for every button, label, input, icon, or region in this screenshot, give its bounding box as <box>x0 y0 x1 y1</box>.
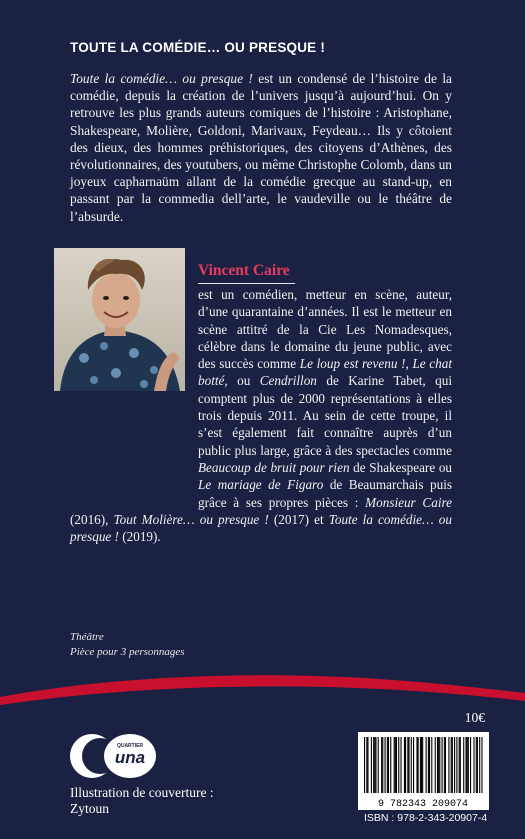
author-name: Vincent Caire <box>198 262 290 279</box>
barcode-bar <box>468 737 469 793</box>
barcode-bar <box>428 737 429 793</box>
barcode-bar <box>398 737 399 793</box>
book-summary <box>70 70 452 225</box>
barcode-bar <box>452 737 453 793</box>
barcode-bar <box>465 737 466 793</box>
barcode-bar <box>411 737 412 793</box>
bio-text: (2016), <box>70 511 114 527</box>
bio-work-title: Cendrillon <box>259 373 317 389</box>
bio-work-title: Toute la comédie… ou presque ! <box>70 511 452 545</box>
barcode-bar <box>456 737 457 793</box>
barcode-bar <box>413 737 414 793</box>
barcode-bar <box>421 737 422 793</box>
barcode-bar <box>448 737 449 793</box>
barcode-bar <box>470 737 471 793</box>
barcode-bar <box>460 737 461 793</box>
logo-small-text: QUARTIER <box>116 743 144 749</box>
barcode-bar <box>438 737 439 793</box>
barcode-bar <box>381 737 382 793</box>
barcode-bar <box>396 737 397 793</box>
barcode-bar <box>429 737 430 793</box>
barcode-bar <box>375 737 376 793</box>
barcode-bar <box>395 737 396 793</box>
bio-text: de Beaumarchais puis grâce à ses propres pièces : <box>198 477 452 510</box>
barcode-bar <box>459 737 460 793</box>
barcode-bar <box>405 737 406 793</box>
barcode-bar <box>463 737 464 793</box>
barcode-bar <box>473 737 474 793</box>
barcode-bar <box>408 737 409 793</box>
bio-text: de Shakespeare ou <box>349 459 453 475</box>
bio-text: (2019). <box>118 529 161 545</box>
isbn: ISBN : 978-2-343-20907-4 <box>364 812 488 824</box>
bio-text: , ou <box>224 373 260 389</box>
red-wave-divider <box>0 655 525 725</box>
photo-wrap-spacer <box>70 286 198 506</box>
cast-size-label: Pièce pour 3 personnages <box>70 645 185 658</box>
barcode-bar <box>416 737 417 793</box>
bio-work-title: Beaucoup de bruit pour rien <box>198 459 350 475</box>
barcode-bar <box>426 737 427 793</box>
barcode-bar <box>476 737 477 793</box>
barcode-bar <box>371 737 372 793</box>
barcode-bar <box>390 737 391 793</box>
author-name-underline <box>198 283 295 284</box>
bio-work-title: Le mariage de Figaro <box>198 477 324 493</box>
barcode-bar <box>467 737 468 793</box>
barcode-bar <box>481 737 482 793</box>
bio-work-title: Le loup est revenu ! <box>299 356 406 372</box>
bio-text: de Karine Tabet, qui comptent plus de 2000 représentations à elles trois depuis 2011. Au sein de cette troupe, il s’est également fait connaître auprès d’un public plus large, grâce à des spectacles comme <box>198 373 453 458</box>
barcode-bar <box>444 737 445 793</box>
barcode-bar <box>366 737 367 793</box>
credit-artist: Zytoun <box>70 800 109 816</box>
barcode-bar <box>373 737 374 793</box>
barcode-bar <box>388 737 389 793</box>
bio-work-title: Monsieur Caire <box>365 494 452 510</box>
barcode <box>358 732 489 810</box>
barcode-bar <box>451 737 452 793</box>
barcode-bar <box>407 737 408 793</box>
barcode-bar <box>387 737 388 793</box>
barcode-bar <box>382 737 383 793</box>
barcode-bar <box>404 737 405 793</box>
bio-text: est un comédien, metteur en scène, auteur, d’une quarantaine d’années. Il est le metteur en scène attitré de la Cie Les Nomadesques, célèbre dans le domaine du jeune public, avec des succès comme <box>198 287 452 372</box>
barcode-bar <box>418 737 419 793</box>
bio-text: , <box>405 356 413 372</box>
barcode-bar <box>422 737 423 793</box>
barcode-bar <box>454 737 455 793</box>
barcode-bar <box>400 737 401 793</box>
barcode-bar <box>431 737 432 793</box>
bio-text: (2017) et <box>268 511 329 527</box>
barcode-bar <box>477 737 478 793</box>
barcode-bar <box>445 737 446 793</box>
barcode-bar <box>364 737 365 793</box>
barcode-bar <box>479 737 480 793</box>
genre-label: Théâtre <box>70 631 104 643</box>
publisher-logo <box>70 730 162 782</box>
barcode-bar <box>385 737 386 793</box>
barcode-bar <box>439 737 440 793</box>
cover-credit <box>70 785 214 816</box>
barcode-bar <box>367 737 368 793</box>
price: 10€ <box>464 710 485 725</box>
summary-text: est un condensé de l’histoire de la comédie, depuis la création de l’univers jusqu’à aujourd’hui. On y retrouve les plus grands auteurs comiques de l’histoire : Aristophane, Shakespeare, Molière, Goldoni, Marivaux, Feydeau… Ils y côtoient des dieux, des hommes préhistoriques, des citoyens d’Athènes, des révolutionnaires, des youtubers, ou même Christophe Colomb, dans un joyeux capharnaüm allant de la comédie grecque au stand-up, en passant par la commedia dell’arte, le vaudeville ou le théâtre de l’absurde. <box>70 71 452 224</box>
barcode-bar <box>378 737 379 793</box>
barcode-bar <box>374 737 375 793</box>
author-bio <box>70 286 452 545</box>
barcode-digits: 9 782343 209074 <box>377 799 469 810</box>
barcode-bar <box>420 737 421 793</box>
summary-title-italic: Toute la comédie… ou presque ! <box>70 71 253 86</box>
book-title: TOUTE LA COMÉDIE… OU PRESQUE ! <box>70 40 326 55</box>
barcode-bar <box>394 737 395 793</box>
bio-work-title: Tout Molière… ou presque ! <box>113 511 269 527</box>
logo-big-text: una <box>114 748 146 767</box>
barcode-bar <box>442 737 443 793</box>
credit-label: Illustration de couverture : <box>70 785 214 800</box>
barcode-bar <box>435 737 436 793</box>
barcode-image <box>358 732 489 810</box>
barcode-bar <box>437 737 438 793</box>
bio-work-title: Le chat botté <box>198 356 452 389</box>
